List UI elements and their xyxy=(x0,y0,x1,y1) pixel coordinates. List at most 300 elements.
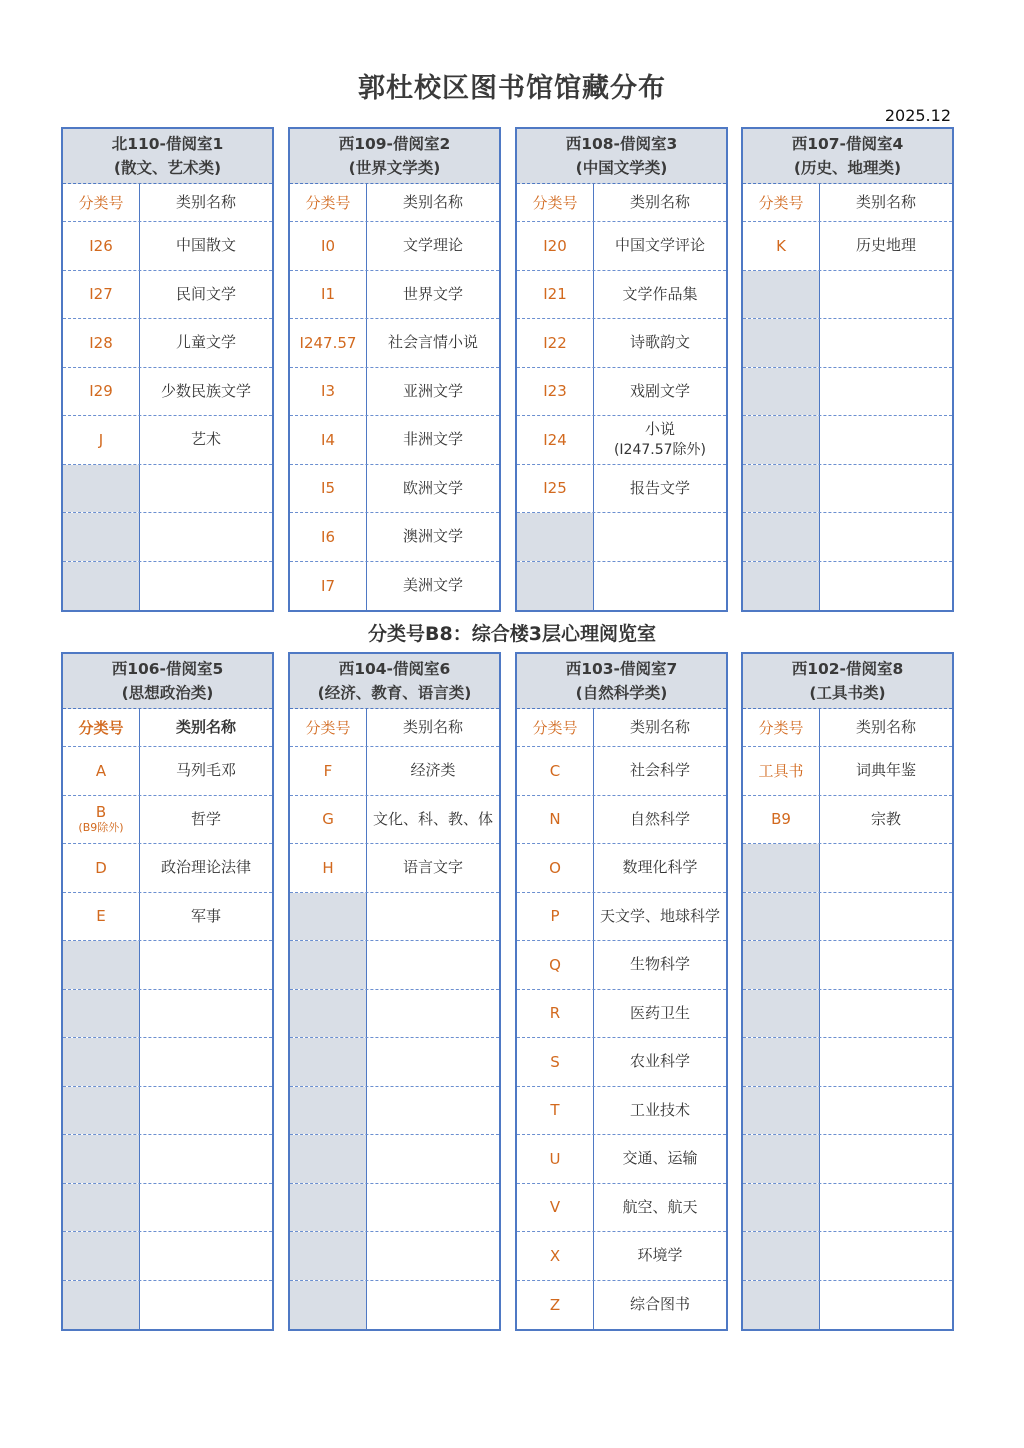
table-row xyxy=(517,990,726,1039)
class-code: I26 xyxy=(89,236,113,255)
table-row xyxy=(743,893,952,942)
header-name: 类别名称 xyxy=(629,718,690,736)
class-code: C xyxy=(549,761,561,780)
table-row xyxy=(743,368,952,417)
class-code: B xyxy=(95,803,107,822)
category-name-cell xyxy=(820,271,952,319)
class-code-cell xyxy=(743,368,820,416)
class-code-cell xyxy=(517,1281,594,1330)
table-row xyxy=(517,1087,726,1136)
room-header xyxy=(743,129,952,184)
table-row xyxy=(290,513,499,562)
class-code: V xyxy=(549,1198,561,1217)
category-name-cell xyxy=(140,1087,272,1135)
header-code: 分类号 xyxy=(517,709,594,746)
class-code-cell xyxy=(290,222,367,270)
class-code: I5 xyxy=(321,479,335,498)
column-header-row xyxy=(63,709,272,747)
class-code: I6 xyxy=(321,527,335,546)
table-row xyxy=(517,844,726,893)
class-code: I29 xyxy=(89,382,113,401)
category-name-cell xyxy=(367,796,499,844)
class-code-cell xyxy=(290,1038,367,1086)
table-row xyxy=(63,465,272,514)
category-name-cell xyxy=(140,222,272,270)
class-code-cell xyxy=(517,893,594,941)
class-code-cell xyxy=(743,1135,820,1183)
header-code: 分类号 xyxy=(63,709,140,746)
class-code-cell xyxy=(743,990,820,1038)
table-row xyxy=(743,271,952,320)
class-code-cell xyxy=(63,990,140,1038)
class-code: B9 xyxy=(771,810,791,829)
category-name-cell xyxy=(820,1038,952,1086)
class-code-cell xyxy=(290,465,367,513)
class-code-cell xyxy=(63,416,140,464)
class-code: J xyxy=(98,430,104,449)
category-name: 航空、航天 xyxy=(622,1197,698,1216)
category-name: 诗歌韵文 xyxy=(629,333,690,352)
category-name: 数理化科学 xyxy=(622,858,698,877)
table-row xyxy=(63,271,272,320)
class-code: I23 xyxy=(543,382,567,401)
table-row xyxy=(63,1087,272,1136)
category-name-cell xyxy=(367,222,499,270)
header-name: 类别名称 xyxy=(175,718,236,736)
category-name-cell xyxy=(367,465,499,513)
class-code-cell xyxy=(743,796,820,844)
category-name: 词典年鉴 xyxy=(855,761,916,780)
class-code-cell xyxy=(290,416,367,464)
table-row xyxy=(743,990,952,1039)
table-row xyxy=(743,319,952,368)
class-code-cell xyxy=(517,222,594,270)
table-row xyxy=(517,368,726,417)
table-row xyxy=(517,747,726,796)
category-name-cell xyxy=(367,747,499,795)
table-row xyxy=(290,844,499,893)
class-code-cell xyxy=(743,1038,820,1086)
room-subtitle: (散文、艺术类) xyxy=(113,159,222,177)
table-row xyxy=(290,941,499,990)
category-name-cell xyxy=(140,990,272,1038)
table-row xyxy=(63,893,272,942)
category-name: 中国文学评论 xyxy=(614,236,705,255)
category-name-cell xyxy=(594,465,726,513)
class-code: I20 xyxy=(543,236,567,255)
category-name-cell xyxy=(594,368,726,416)
table-row xyxy=(743,1135,952,1184)
category-name-cell xyxy=(140,465,272,513)
table-row xyxy=(63,990,272,1039)
table-row xyxy=(517,271,726,320)
category-name-cell xyxy=(140,1135,272,1183)
class-code: T xyxy=(550,1101,560,1120)
class-code-cell xyxy=(517,416,594,464)
class-code-cell xyxy=(290,990,367,1038)
class-code: I24 xyxy=(543,430,567,449)
category-name: 亚洲文学 xyxy=(402,381,463,400)
table-row xyxy=(63,1038,272,1087)
category-name-cell xyxy=(140,271,272,319)
class-code-cell xyxy=(517,941,594,989)
table-row xyxy=(63,1281,272,1330)
table-row xyxy=(63,747,272,796)
class-code-cell xyxy=(517,796,594,844)
class-code-cell xyxy=(290,844,367,892)
category-name: 文学作品集 xyxy=(622,284,698,303)
class-code-cell xyxy=(63,271,140,319)
category-name-cell xyxy=(367,562,499,611)
table-row xyxy=(290,796,499,845)
table-row xyxy=(517,1135,726,1184)
category-name-cell xyxy=(367,941,499,989)
category-name-cell xyxy=(140,1038,272,1086)
class-code: N xyxy=(549,810,561,829)
room-subtitle: (中国文学类) xyxy=(575,159,668,177)
class-code-cell xyxy=(517,844,594,892)
category-name-cell xyxy=(594,1232,726,1280)
column-header-row xyxy=(290,184,499,222)
category-name-cell xyxy=(367,271,499,319)
class-code-cell xyxy=(517,1232,594,1280)
category-name-cell xyxy=(367,844,499,892)
category-name-cell xyxy=(594,796,726,844)
header-name: 类别名称 xyxy=(855,193,916,211)
category-name-cell xyxy=(594,1038,726,1086)
class-code: I7 xyxy=(321,576,335,595)
class-code: I4 xyxy=(321,430,335,449)
table-row xyxy=(517,941,726,990)
class-code-cell xyxy=(743,844,820,892)
table-row xyxy=(743,747,952,796)
class-code-cell xyxy=(63,1135,140,1183)
class-code: I247.57 xyxy=(299,333,357,352)
class-code: G xyxy=(322,810,334,829)
category-name: 综合图书 xyxy=(629,1295,690,1314)
category-name-cell xyxy=(820,513,952,561)
room-header xyxy=(743,654,952,709)
category-name-cell xyxy=(367,1232,499,1280)
category-name: 艺术 xyxy=(190,430,221,449)
header-name: 类别名称 xyxy=(175,193,236,211)
table-row xyxy=(63,416,272,465)
class-code-cell xyxy=(290,1232,367,1280)
category-name-cell xyxy=(140,1184,272,1232)
table-row xyxy=(517,319,726,368)
category-name-cell xyxy=(594,747,726,795)
class-code: S xyxy=(550,1052,560,1071)
class-code-cell xyxy=(63,1038,140,1086)
table-row xyxy=(743,416,952,465)
category-name-cell xyxy=(140,1232,272,1280)
class-code: U xyxy=(549,1149,561,1168)
table-row xyxy=(743,1038,952,1087)
category-name-cell xyxy=(140,416,272,464)
room-subtitle: (工具书类) xyxy=(809,684,886,702)
category-name-cell xyxy=(820,1184,952,1232)
class-code-cell xyxy=(63,368,140,416)
category-name-cell xyxy=(140,319,272,367)
category-name-cell xyxy=(820,416,952,464)
class-code-cell xyxy=(63,893,140,941)
class-code-cell xyxy=(63,1232,140,1280)
class-code: O xyxy=(549,858,561,877)
class-code-cell xyxy=(63,796,140,844)
psychology-room-note: 分类号B8：综合楼3层心理阅览室 xyxy=(368,623,656,645)
category-name-cell xyxy=(820,465,952,513)
class-code-cell xyxy=(743,1232,820,1280)
class-code-note: (B9除外) xyxy=(78,821,124,835)
header-name: 类别名称 xyxy=(402,718,463,736)
category-name: 农业科学 xyxy=(629,1052,690,1071)
table-row xyxy=(63,319,272,368)
table-row xyxy=(743,796,952,845)
room-header xyxy=(63,129,272,184)
room-header xyxy=(290,129,499,184)
category-name: 社会科学 xyxy=(629,761,690,780)
header-name: 类别名称 xyxy=(402,193,463,211)
column-header-row xyxy=(743,184,952,222)
room-panel xyxy=(515,127,728,612)
table-row xyxy=(743,513,952,562)
table-row xyxy=(63,562,272,611)
table-row xyxy=(743,562,952,611)
category-name-cell xyxy=(140,1281,272,1330)
table-row xyxy=(517,465,726,514)
category-name: 文化、科、教、体 xyxy=(372,809,493,828)
class-code-cell xyxy=(290,271,367,319)
category-name-cell xyxy=(820,319,952,367)
category-name-cell xyxy=(594,319,726,367)
class-code-cell xyxy=(517,747,594,795)
category-name-cell xyxy=(820,562,952,611)
table-row xyxy=(63,796,272,845)
category-name: 交通、运输 xyxy=(622,1149,698,1168)
room-subtitle: (历史、地理类) xyxy=(793,159,902,177)
category-name-cell xyxy=(140,941,272,989)
category-name: 文学理论 xyxy=(402,236,463,255)
category-name: 马列毛邓 xyxy=(175,761,236,780)
table-row xyxy=(63,222,272,271)
table-row xyxy=(290,562,499,611)
class-code-cell xyxy=(63,1281,140,1330)
category-name: 语言文字 xyxy=(402,858,463,877)
table-row xyxy=(743,1087,952,1136)
table-row xyxy=(290,747,499,796)
class-code-cell xyxy=(743,1087,820,1135)
class-code-cell xyxy=(743,1281,820,1330)
class-code: X xyxy=(549,1246,561,1265)
class-code-cell xyxy=(517,1135,594,1183)
table-row xyxy=(290,222,499,271)
table-row xyxy=(517,1232,726,1281)
category-name-cell xyxy=(820,747,952,795)
table-row xyxy=(290,1135,499,1184)
category-name-cell xyxy=(594,271,726,319)
category-name-cell xyxy=(367,893,499,941)
category-name-cell xyxy=(367,1087,499,1135)
category-name: 工业技术 xyxy=(629,1100,690,1119)
category-name-cell xyxy=(820,222,952,270)
category-name-cell xyxy=(820,941,952,989)
category-name-cell xyxy=(594,1184,726,1232)
room-name: 西107-借阅室4 xyxy=(791,135,904,153)
class-code-cell xyxy=(517,513,594,561)
table-row xyxy=(290,368,499,417)
class-code-cell xyxy=(63,941,140,989)
column-header-row xyxy=(63,184,272,222)
category-name: 美洲文学 xyxy=(402,576,463,595)
class-code-cell xyxy=(743,513,820,561)
header-code: 分类号 xyxy=(743,709,820,746)
table-row xyxy=(290,416,499,465)
class-code-cell xyxy=(517,368,594,416)
class-code: I27 xyxy=(89,285,113,304)
table-row xyxy=(517,893,726,942)
category-name-cell xyxy=(820,1232,952,1280)
class-code: A xyxy=(95,761,107,780)
class-code-cell xyxy=(290,941,367,989)
category-name-cell xyxy=(594,1135,726,1183)
room-header xyxy=(63,654,272,709)
category-name: 环境学 xyxy=(637,1246,683,1265)
class-code-cell xyxy=(63,465,140,513)
table-row xyxy=(517,513,726,562)
room-panel xyxy=(288,127,501,612)
table-row xyxy=(290,1232,499,1281)
class-code-cell xyxy=(743,941,820,989)
class-code: I1 xyxy=(321,285,335,304)
category-name-cell xyxy=(820,1281,952,1330)
category-name: 世界文学 xyxy=(402,284,463,303)
category-name: 民间文学 xyxy=(175,284,236,303)
category-name-cell xyxy=(820,990,952,1038)
table-row xyxy=(63,513,272,562)
column-header-row xyxy=(290,709,499,747)
class-code-cell xyxy=(517,562,594,611)
category-name-cell xyxy=(367,1184,499,1232)
category-name-cell xyxy=(820,844,952,892)
class-code-cell xyxy=(517,1087,594,1135)
category-name-cell xyxy=(140,796,272,844)
table-row xyxy=(290,465,499,514)
table-row xyxy=(63,844,272,893)
table-row xyxy=(290,990,499,1039)
table-row xyxy=(517,222,726,271)
category-name-cell xyxy=(594,222,726,270)
category-name-cell xyxy=(820,1087,952,1135)
class-code-cell xyxy=(63,1087,140,1135)
category-name: 自然科学 xyxy=(629,809,690,828)
room-name: 西102-借阅室8 xyxy=(791,660,904,678)
table-row xyxy=(743,465,952,514)
room-name: 北110-借阅室1 xyxy=(111,135,224,153)
category-name: 非洲文学 xyxy=(402,430,463,449)
table-row xyxy=(743,844,952,893)
room-subtitle: (自然科学类) xyxy=(575,684,668,702)
category-name-cell xyxy=(367,1038,499,1086)
class-code: I0 xyxy=(321,236,335,255)
class-code-cell xyxy=(290,796,367,844)
class-code: I22 xyxy=(543,333,567,352)
room-panel xyxy=(515,652,728,1331)
header-code: 分类号 xyxy=(743,184,820,221)
header-code: 分类号 xyxy=(290,184,367,221)
category-name: 军事 xyxy=(190,906,221,925)
category-name-cell xyxy=(140,513,272,561)
room-header xyxy=(290,654,499,709)
category-name-note: (I247.57除外) xyxy=(613,441,707,458)
class-code: F xyxy=(323,761,333,780)
room-header xyxy=(517,129,726,184)
class-code: Q xyxy=(549,955,561,974)
class-code-cell xyxy=(743,1184,820,1232)
room-panel xyxy=(741,652,954,1331)
class-code-cell xyxy=(517,1038,594,1086)
room-subtitle: (经济、教育、语言类) xyxy=(317,684,472,702)
class-code: I21 xyxy=(543,285,567,304)
class-code: I28 xyxy=(89,333,113,352)
room-panel xyxy=(741,127,954,612)
room-name: 西104-借阅室6 xyxy=(338,660,451,678)
class-code-cell xyxy=(290,368,367,416)
category-name-cell xyxy=(367,416,499,464)
category-name-cell xyxy=(140,368,272,416)
category-name: 儿童文学 xyxy=(175,333,236,352)
class-code-cell xyxy=(743,893,820,941)
category-name-cell xyxy=(594,513,726,561)
category-name-cell xyxy=(594,562,726,611)
category-name-cell xyxy=(820,796,952,844)
page-title: 郭杜校区图书馆馆藏分布 xyxy=(358,73,666,104)
room-subtitle: (世界文学类) xyxy=(348,159,441,177)
class-code-cell xyxy=(290,1281,367,1330)
class-code: K xyxy=(776,236,786,255)
class-code: I25 xyxy=(543,479,567,498)
table-row xyxy=(290,1087,499,1136)
table-row xyxy=(290,893,499,942)
class-code-cell xyxy=(743,271,820,319)
table-row xyxy=(517,1281,726,1330)
class-code-cell xyxy=(517,319,594,367)
class-code-cell xyxy=(63,319,140,367)
room-subtitle: (思想政治类) xyxy=(121,684,214,702)
date-label: 2025.12 xyxy=(884,106,951,125)
category-name-cell xyxy=(594,990,726,1038)
table-row xyxy=(290,1038,499,1087)
category-name: 报告文学 xyxy=(629,478,690,497)
class-code-cell xyxy=(517,465,594,513)
table-row xyxy=(743,1184,952,1233)
class-code: D xyxy=(95,858,107,877)
table-row xyxy=(63,1184,272,1233)
class-code: P xyxy=(550,907,560,926)
category-name: 历史地理 xyxy=(855,236,916,255)
table-row xyxy=(517,562,726,611)
table-row xyxy=(63,941,272,990)
table-row xyxy=(743,1232,952,1281)
table-row xyxy=(743,941,952,990)
table-row xyxy=(290,1184,499,1233)
category-name-cell xyxy=(820,368,952,416)
category-name: 生物科学 xyxy=(629,955,690,974)
category-name-cell xyxy=(140,893,272,941)
class-code-cell xyxy=(290,1135,367,1183)
category-name: 戏剧文学 xyxy=(629,381,690,400)
class-code: H xyxy=(322,858,334,877)
category-name-cell xyxy=(140,747,272,795)
